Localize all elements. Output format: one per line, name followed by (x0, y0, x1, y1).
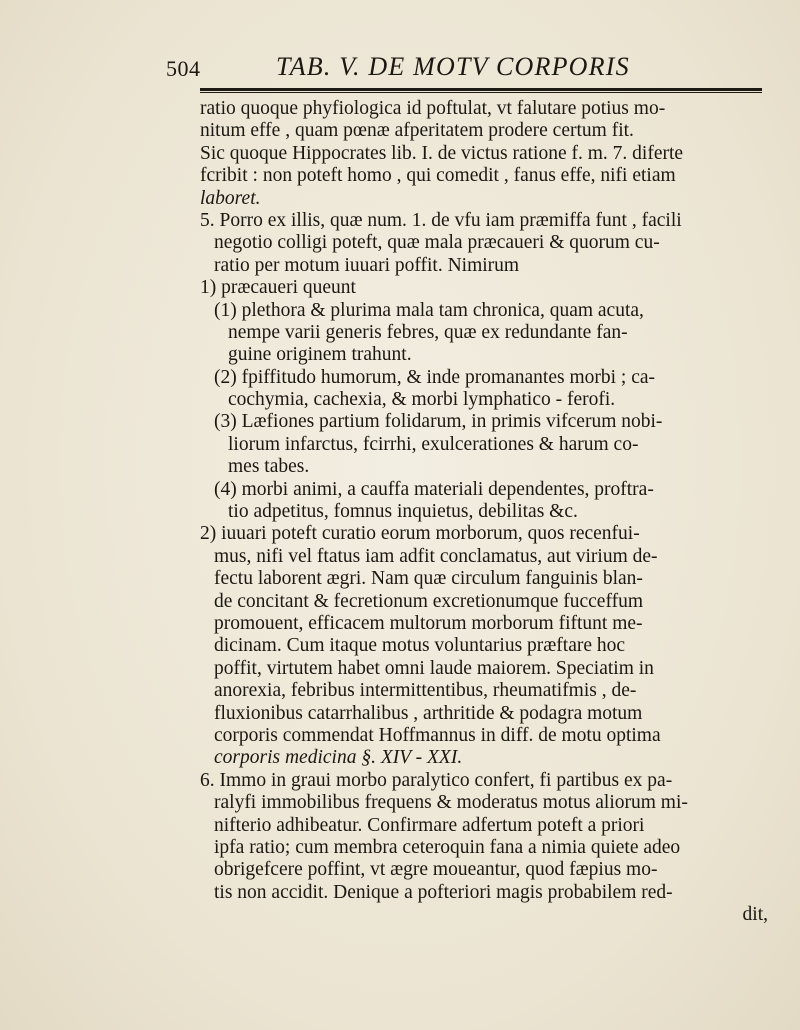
page-number: 504 (166, 56, 201, 81)
text-line: ratio per motum iuuari poffit. Nimirum (214, 254, 520, 276)
text-line: negotio colligi poteft, quæ mala præcaueri & quorum cu- (214, 232, 660, 254)
text-line: ipfa ratio; cum membra ceteroquin fana a nimia quiete adeo (214, 836, 681, 858)
text-line: obrigefcere poffint, vt ægre moueantur, quod fæpius mo- (214, 859, 658, 881)
text-line: fectu laborent ægri. Nam quæ circulum fanguinis blan- (214, 568, 643, 590)
text-line: promouent, efficacem multorum morborum fiftunt me- (214, 612, 643, 634)
text-line: 2) iuuari poteft curatio eorum morborum, quos recenfui- (200, 523, 640, 545)
text-line: nempe varii generis febres, quæ ex redundante fan- (228, 321, 628, 343)
text-line: cochymia, cachexia, & morbi lymphatico - ferofi. (228, 389, 616, 411)
text-line: mus, nifi vel ftatus iam adfit conclamatus, aut virium de- (214, 545, 658, 567)
header-rule-thin (200, 92, 762, 93)
text-line: dit, (742, 904, 768, 926)
text-line: (2) fpiffitudo humorum, & inde promanantes morbi ; ca- (214, 366, 655, 388)
text-line: corporis commendat Hoffmannus in diff. de motu optima (214, 724, 661, 746)
text-line: (3) Læfiones partium folidarum, in primis vifcerum nobi- (214, 411, 663, 433)
text-line: fcribit : non poteft homo , qui comedit , fanus effe, nifi etiam (200, 165, 676, 187)
text-line: 1) præcaueri queunt (200, 277, 356, 299)
text-line: laboret. (200, 187, 261, 209)
text-line: dicinam. Cum itaque motus voluntarius præftare hoc (214, 635, 626, 657)
text-line: (4) morbi animi, a cauffa materiali dependentes, proftra- (214, 478, 654, 500)
text-line: anorexia, febribus intermittentibus, rheumatifmis , de- (214, 680, 637, 702)
text-line: 5. Porro ex illis, quæ num. 1. de vfu iam præmiffa funt , facili (200, 209, 682, 231)
text-line: nifterio adhibeatur. Confirmare adfertum poteft a priori (214, 814, 645, 836)
header-rule (200, 88, 762, 91)
text-line: nitum effe , quam pœnæ afperitatem prodere certum fit. (200, 120, 634, 142)
body-text (200, 98, 768, 926)
text-line: ralyfi immobilibus frequens & moderatus motus aliorum mi- (214, 792, 688, 814)
text-line: ratio quoque phyfiologica id poftulat, vt falutare potius mo- (200, 98, 666, 119)
text-line: liorum infarctus, fcirrhi, exulcerationes & harum co- (228, 433, 639, 455)
text-line: tio adpetitus, fomnus inquietus, debilitas &c. (228, 501, 578, 523)
text-line: de concitant & fecretionum excretionumque fucceffum (214, 590, 643, 612)
text-line: (1) plethora & plurima mala tam chronica, quam acuta, (214, 299, 644, 321)
text-line: mes tabes. (228, 456, 310, 478)
text-line: 6. Immo in graui morbo paralytico confert, fi partibus ex pa- (200, 769, 673, 791)
text-line: fluxionibus catarrhalibus , arthritide & podagra motum (214, 702, 643, 724)
text-line: Sic quoque Hippocrates lib. I. de victus ratione f. m. 7. diferte (200, 142, 684, 164)
text-line: corporis medicina §. XIV - XXI. (214, 747, 463, 769)
text-line: poffit, virtutem habet omni laude maiorem. Speciatim in (214, 657, 654, 679)
text-line: tis non accidit. Denique a pofteriori magis probabilem red- (214, 881, 673, 903)
text-line: guine originem trahunt. (228, 344, 412, 366)
page-header (166, 52, 766, 86)
running-title: TAB. V. DE MOTV CORPORIS (276, 52, 630, 81)
